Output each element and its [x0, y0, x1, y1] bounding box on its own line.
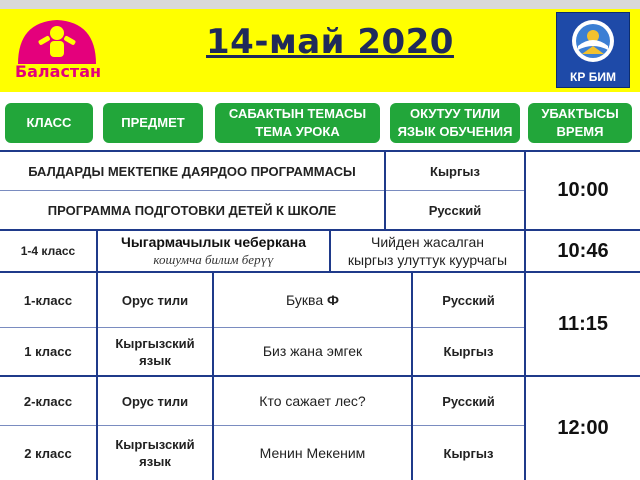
- kyrgyz-emblem-icon: [570, 16, 616, 66]
- extra-topic-cell: [331, 231, 524, 271]
- column-header-class-label: КЛАСС: [26, 115, 72, 130]
- column-header-time-label-ky: УБАКТЫСЫ: [541, 106, 619, 121]
- table-row-topic: Кто сажает лес?: [259, 392, 366, 409]
- table-row-subject: [98, 328, 212, 375]
- table-row-language: Русский: [442, 393, 495, 409]
- preschool-time: 10:00: [557, 179, 609, 201]
- extra-topic-line1: Чийден жасалган: [371, 234, 484, 250]
- extra-subject-note: кошумча билим берүү: [153, 252, 274, 267]
- column-header-language-label-ru: ЯЗЫК ОБУЧЕНИЯ: [397, 124, 513, 139]
- table-row-topic: Менин Мекеним: [259, 444, 366, 461]
- emblem-label: КР БИМ: [570, 70, 616, 84]
- table-row-subject: Орус тили: [121, 393, 189, 409]
- column-header-subject-label: ПРЕДМЕТ: [121, 115, 185, 130]
- preschool-language-ru: Русский: [428, 202, 482, 218]
- column-header-language-label-ky: ОКУТУУ ТИЛИ: [410, 106, 500, 121]
- preschool-language-ky: Кыргыз: [430, 163, 480, 179]
- page-title-date: 14-май 2020: [206, 22, 454, 62]
- table-row-language: Кыргыз: [443, 445, 494, 461]
- table-row-subject: [98, 273, 212, 327]
- extra-time: 10:46: [557, 239, 609, 262]
- table-row-grade: 1 класс: [24, 344, 72, 359]
- column-header-topic: [215, 103, 380, 143]
- balastan-logo-icon: [14, 14, 100, 66]
- column-header-subject: [103, 103, 203, 143]
- column-header-language: [390, 103, 520, 143]
- table-row-language: Русский: [442, 292, 495, 308]
- subject-line1: Кыргызский: [115, 335, 195, 351]
- topic-text: Биз жана эмгек: [262, 343, 363, 359]
- preschool-title-ru: ПРОГРАММА ПОДГОТОВКИ ДЕТЕЙ К ШКОЛЕ: [47, 202, 337, 218]
- column-header-time: [528, 103, 632, 143]
- subject-line1: Кыргызский: [115, 437, 195, 452]
- block-time-1200: 12:00: [557, 417, 609, 439]
- table-row-language: Кыргыз: [443, 344, 494, 359]
- table-row-grade: 1-класс: [23, 292, 73, 308]
- column-header-time-label-ru: ВРЕМЯ: [556, 124, 604, 139]
- table-row-grade: 2 класс: [24, 445, 72, 461]
- table-row-topic: [214, 273, 411, 327]
- topic-text: Буква: [286, 291, 324, 308]
- table-row-subject: [98, 426, 212, 480]
- extra-subject: Чыгармачылык чеберкана: [121, 234, 306, 250]
- table-row-grade: 2-класс: [23, 393, 73, 409]
- preschool-title-ky: БАЛДАРДЫ МЕКТЕПКЕ ДАЯРДОО ПРОГРАММАСЫ: [28, 163, 356, 179]
- block-time-1115: 11:15: [557, 312, 609, 335]
- column-header-topic-label-ru: ТЕМА УРОКА: [255, 124, 340, 139]
- table-row-topic: [214, 328, 411, 375]
- subject-line2: язык: [139, 352, 171, 368]
- topic-text-bold: Ф: [327, 291, 339, 308]
- subject-line2: язык: [139, 454, 171, 469]
- logo-text: Баластан: [14, 62, 102, 81]
- extra-subject-cell: [98, 231, 329, 271]
- column-header-class: [5, 103, 93, 143]
- extra-topic-line2: кыргыз улуттук куурчагы: [347, 252, 508, 268]
- subject-line1: Орус тили: [121, 292, 189, 308]
- column-header-topic-label-ky: САБАКТЫН ТЕМАСЫ: [228, 106, 367, 121]
- extra-grade: 1-4 класс: [20, 243, 76, 258]
